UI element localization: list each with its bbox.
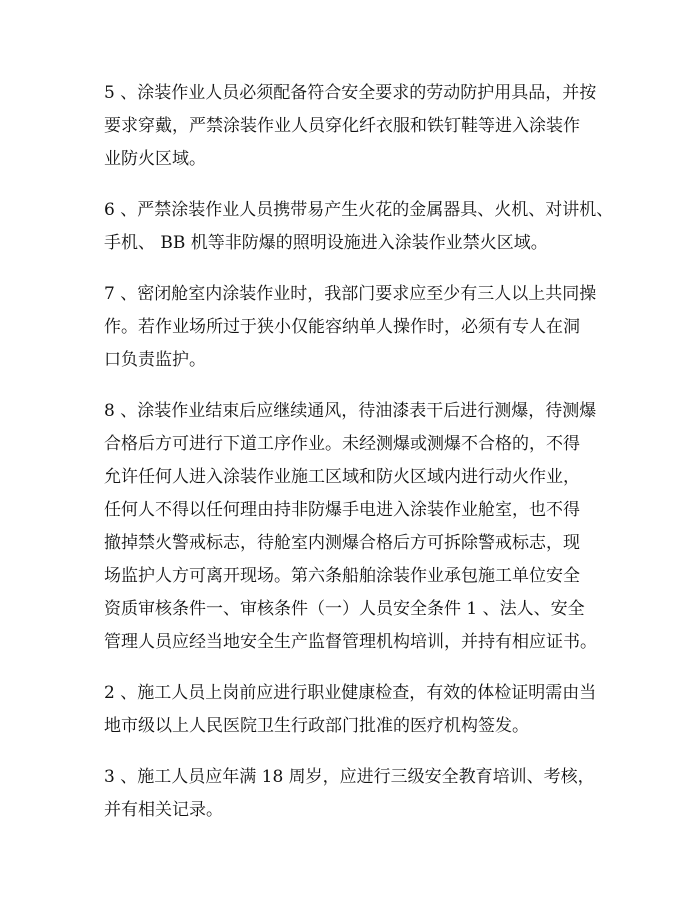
text-line: 并有相关记录。	[104, 800, 223, 820]
text-line: 5 、涂装作业人员必须配备符合安全要求的劳动防护用具品，并按	[104, 83, 597, 103]
paragraph-item-5	[104, 77, 624, 176]
text-line: 6 、严禁涂装作业人员携带易产生火花的金属器具、火机、对讲机、	[104, 200, 614, 220]
text-line: 允许任何人进入涂装作业施工区域和防火区域内进行动火作业，	[104, 467, 580, 487]
document-body	[104, 77, 624, 845]
text-line: 撤掉禁火警戒标志，待舱室内测爆合格后方可拆除警戒标志，现	[104, 533, 580, 553]
text-line: 8 、涂装作业结束后应继续通风，待油漆表干后进行测爆，待测爆	[104, 401, 597, 421]
text-line: 任何人不得以任何理由持非防爆手电进入涂装作业舱室，也不得	[104, 500, 580, 520]
paragraph-item-7	[104, 278, 624, 377]
text-line: 3 、施工人员应年满 18 周岁，应进行三级安全教育培训、考核，	[104, 767, 595, 787]
paragraph-item-2	[104, 677, 624, 743]
text-line: 合格后方可进行下道工序作业。未经测爆或测爆不合格的，不得	[104, 434, 580, 454]
paragraph-item-6	[104, 194, 624, 260]
text-line: 手机、 BB 机等非防爆的照明设施进入涂装作业禁火区域。	[104, 233, 548, 253]
text-line: 要求穿戴，严禁涂装作业人员穿化纤衣服和铁钉鞋等进入涂装作	[104, 116, 580, 136]
text-line: 业防火区域。	[104, 149, 206, 169]
text-line: 口负责监护。	[104, 350, 206, 370]
text-line: 资质审核条件一、审核条件（一）人员安全条件 1 、法人、安全	[104, 599, 585, 619]
text-line: 7 、密闭舱室内涂装作业时，我部门要求应至少有三人以上共同操	[104, 284, 597, 304]
text-line: 地市级以上人民医院卫生行政部门批准的医疗机构签发。	[104, 716, 529, 736]
text-line: 管理人员应经当地安全生产监督管理机构培训，并持有相应证书。	[104, 632, 597, 652]
text-line: 2 、施工人员上岗前应进行职业健康检查，有效的体检证明需由当	[104, 683, 597, 703]
text-line: 场监护人方可离开现场。第六条船舶涂装作业承包施工单位安全	[104, 566, 580, 586]
paragraph-item-3	[104, 761, 624, 827]
paragraph-item-8	[104, 395, 624, 659]
text-line: 作。若作业场所过于狭小仅能容纳单人操作时，必须有专人在洞	[104, 317, 580, 337]
